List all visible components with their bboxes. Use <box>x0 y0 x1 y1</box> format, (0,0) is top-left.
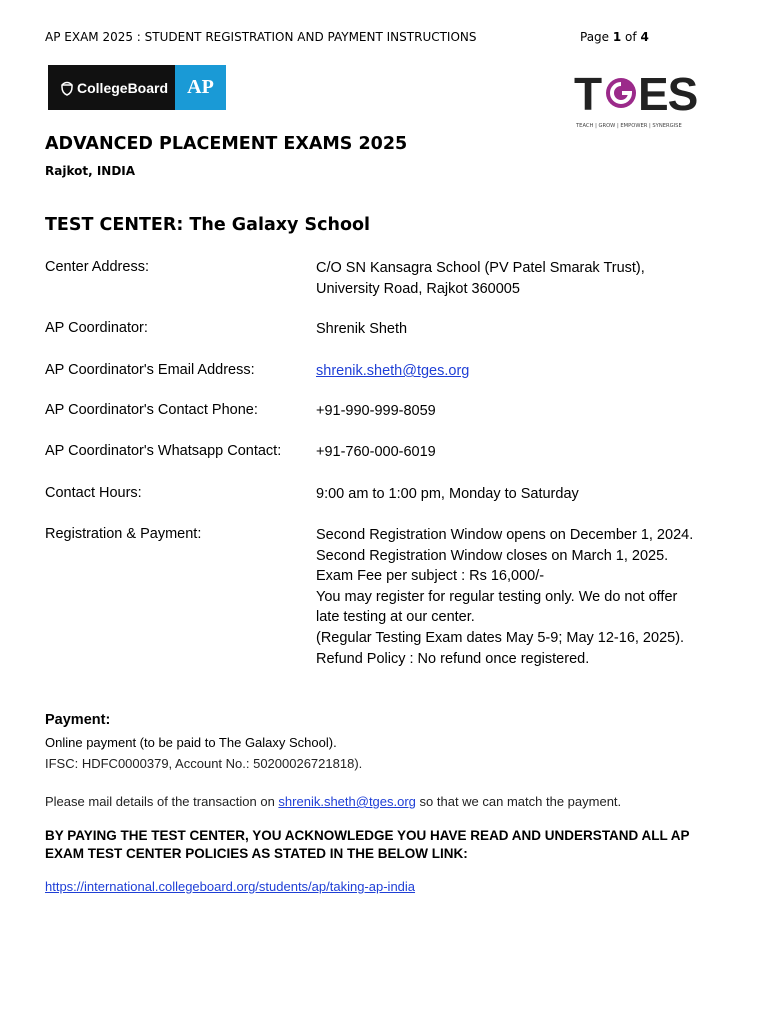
payment-heading: Payment: <box>45 712 111 728</box>
policy-link[interactable]: https://international.collegeboard.org/students/ap/taking-ap-india <box>45 879 416 894</box>
mail-instruction-text: Please mail details of the transaction on <box>45 794 279 809</box>
coordinator-phone-value: +91-990-999-8059 <box>316 403 436 419</box>
registration-line: You may register for regular testing only. We do not offer <box>316 588 678 605</box>
acorn-icon <box>60 80 74 96</box>
page-prefix: Page <box>580 30 613 44</box>
page-number: 1 <box>612 30 622 44</box>
collegeboard-ap-logo <box>48 65 226 110</box>
coordinator-email-label: AP Coordinator's Email Address: <box>45 362 255 378</box>
tges-tagline: TEACH | GROW | EMPOWER | SYNERGISE <box>576 123 682 129</box>
coordinator-phone-label: AP Coordinator's Contact Phone: <box>45 402 258 418</box>
coordinator-email-link[interactable]: shrenik.sheth@tges.org <box>316 363 470 379</box>
svg-text:T: T <box>574 70 602 120</box>
center-address-line: University Road, Rajkot 360005 <box>316 280 520 297</box>
mail-instruction <box>45 794 621 809</box>
contact-hours-label: Contact Hours: <box>45 485 142 501</box>
registration-line: (Regular Testing Exam dates May 5-9; May 12-16, 2025). <box>316 629 685 646</box>
test-center-heading: TEST CENTER: The Galaxy School <box>45 215 371 235</box>
registration-line: Refund Policy : No refund once registered. <box>316 650 590 667</box>
payment-instruction: Online payment (to be paid to The Galaxy School). <box>45 735 337 750</box>
location-subtitle: Rajkot, INDIA <box>45 164 136 178</box>
page-total: 4 <box>640 30 649 44</box>
registration-line: Exam Fee per subject : Rs 16,000/- <box>316 568 545 585</box>
coordinator-whatsapp-label: AP Coordinator's Whatsapp Contact: <box>45 443 282 459</box>
coordinator-email-value <box>316 361 756 382</box>
page-indicator <box>580 30 649 44</box>
center-address-label: Center Address: <box>45 259 149 275</box>
payment-email-link[interactable]: shrenik.sheth@tges.org <box>278 794 416 809</box>
document-header-title: AP EXAM 2025 : STUDENT REGISTRATION AND PAYMENT INSTRUCTIONS <box>45 30 477 44</box>
registration-line: Second Registration Window closes on March 1, 2025. <box>316 547 669 564</box>
policy-notice <box>45 827 690 862</box>
page-title: ADVANCED PLACEMENT EXAMS 2025 <box>45 134 408 154</box>
center-address-value <box>316 258 756 299</box>
svg-text:ES: ES <box>638 70 698 120</box>
ap-logo <box>175 65 226 110</box>
policy-notice-line: BY PAYING THE TEST CENTER, YOU ACKNOWLEDGE YOU HAVE READ AND UNDERSTAND ALL AP <box>45 828 690 843</box>
bank-details: IFSC: HDFC0000379, Account No.: 50200026721818). <box>45 756 363 771</box>
contact-hours-value: 9:00 am to 1:00 pm, Monday to Saturday <box>316 486 579 502</box>
tges-logo-graphic <box>574 70 719 130</box>
registration-payment-label: Registration & Payment: <box>45 526 202 542</box>
ap-wordmark: AP <box>187 76 214 98</box>
tges-logo <box>574 70 719 130</box>
registration-line: late testing at our center. <box>316 609 475 626</box>
policy-notice-line: EXAM TEST CENTER POLICIES AS STATED IN THE BELOW LINK: <box>45 845 468 861</box>
collegeboard-logo <box>48 65 175 110</box>
registration-line: Second Registration Window opens on December 1, 2024. <box>316 527 694 543</box>
registration-payment-value <box>316 525 756 669</box>
collegeboard-wordmark: CollegeBoard <box>77 79 169 96</box>
page-of: of <box>621 30 641 44</box>
coordinator-value: Shrenik Sheth <box>316 321 408 337</box>
mail-instruction-text-end: so that we can match the payment. <box>415 794 622 809</box>
coordinator-label: AP Coordinator: <box>45 320 148 336</box>
coordinator-whatsapp-value: +91-760-000-6019 <box>316 444 436 460</box>
center-address-line: C/O SN Kansagra School (PV Patel Smarak Trust), <box>316 260 645 276</box>
policy-link-container <box>45 879 415 894</box>
